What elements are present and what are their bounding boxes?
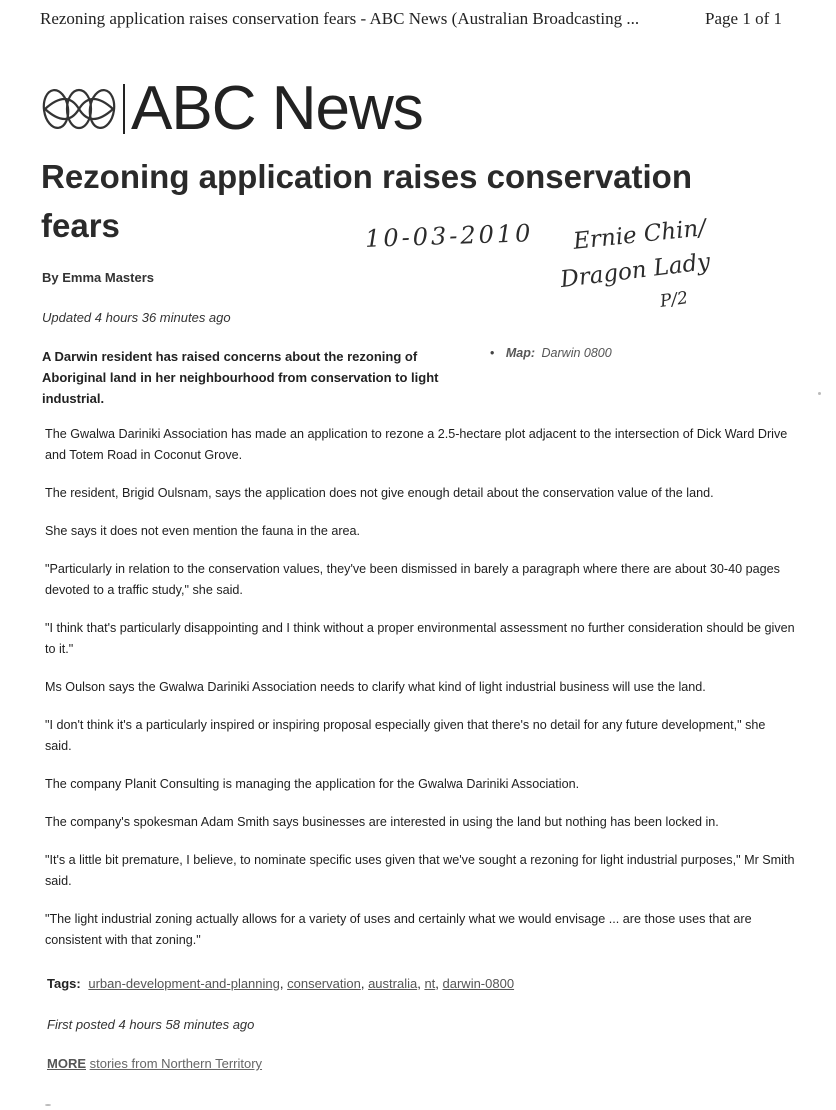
tag-link[interactable]: nt (424, 976, 436, 991)
handwritten-page-note: P/2 (658, 288, 690, 312)
more-bold[interactable]: MORE (47, 1056, 86, 1071)
tag-link[interactable]: australia (368, 976, 418, 991)
more-stories-link[interactable] (47, 1056, 262, 1071)
print-header-page: Page 1 of 1 (705, 9, 782, 28)
abc-news-logo (40, 74, 423, 143)
abc-lissajous-icon (40, 84, 118, 134)
print-header (40, 9, 782, 29)
body-paragraph: "It's a little bit premature, I believe, to nominate specific uses given that we've sought a rezoning for light industrial purposes," Mr Smith said. (45, 853, 795, 888)
body-paragraph: The Gwalwa Dariniki Association has made an application to rezone a 2.5-hectare plot adjacent to the intersection of Dick Ward Drive and Totem Road in Coconut Grove. (45, 427, 788, 462)
body-paragraph: The company Planit Consulting is managing the application for the Gwalwa Dariniki Association. (45, 777, 580, 791)
more-rest[interactable]: stories from Northern Territory (89, 1056, 263, 1071)
body-paragraph: The resident, Brigid Oulsnam, says the application does not give enough detail about the conservation value of the land. (45, 486, 714, 500)
map-label: Map: (505, 346, 536, 360)
article-body (45, 424, 795, 968)
article-tags: Tags: urban-development-and-planning, conservation, australia, nt, darwin-0800 (47, 976, 515, 991)
logo-text: ABC News (131, 74, 423, 143)
body-paragraph: "I don't think it's a particularly inspired or inspiring proposal especially given that there's no detail for any future development," she said. (45, 718, 766, 753)
body-paragraph: "The light industrial zoning actually allows for a variety of uses and certainly what we would envisage ... are those uses that are consistent with that zoning." (45, 912, 752, 947)
body-paragraph: The company's spokesman Adam Smith says businesses are interested in using the land but nothing has been locked in. (45, 815, 719, 829)
map-value[interactable]: Darwin 0800 (541, 346, 612, 360)
article-updated-time: Updated 4 hours 36 minutes ago (42, 310, 231, 325)
body-paragraph: "I think that's particularly disappointing and I think without a proper environmental assessment no further consideration should be given to it." (45, 621, 795, 656)
body-paragraph: Ms Oulson says the Gwalwa Dariniki Association needs to clarify what kind of light industrial business will use the land. (45, 680, 706, 694)
body-paragraph: She says it does not even mention the fauna in the area. (45, 524, 361, 538)
bullet-icon: • (490, 346, 495, 360)
article-lead: A Darwin resident has raised concerns about the rezoning of Aboriginal land in her neighbourhood from conservation to light industrial. (42, 349, 439, 406)
tags-label: Tags: (47, 976, 81, 991)
scan-speck (45, 1104, 51, 1106)
handwritten-title: Dragon Lady (558, 248, 712, 294)
tag-link[interactable]: darwin-0800 (442, 976, 515, 991)
tag-link[interactable]: urban-development-and-planning (88, 976, 280, 991)
logo-separator (123, 84, 125, 134)
article-headline: Rezoning application raises conservation fears (41, 158, 692, 244)
scan-speck (818, 392, 821, 395)
handwritten-date: 10-03-2010 (364, 219, 534, 253)
article-first-posted: First posted 4 hours 58 minutes ago (47, 1017, 255, 1032)
print-header-title: Rezoning application raises conservation fears - ABC News (Australian Broadcasting ... (40, 9, 640, 28)
article-byline: By Emma Masters (42, 270, 154, 285)
map-link[interactable] (490, 346, 612, 360)
body-paragraph: "Particularly in relation to the conservation values, they've been dismissed in barely a paragraph where there are about 30-40 pages devoted to a traffic study," she said. (45, 562, 780, 597)
handwritten-name: Ernie Chin/ (572, 215, 708, 255)
tag-link[interactable]: conservation (287, 976, 361, 991)
